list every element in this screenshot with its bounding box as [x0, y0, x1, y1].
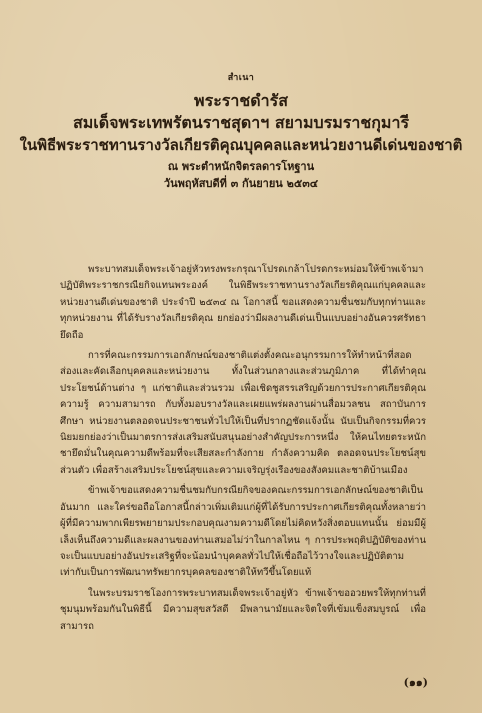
paragraph-3: ข้าพเจ้าขอแสดงความชื่นชมกับกรณียกิจของคณะกรรมการเอกลักษณ์ของชาติเป็นอันมาก และใคร่ขอถือโอกาสนี้กล่าวเพิ่มเติมแก่ผู้ที่ได้รับการประกาศเกียรติคุณทั้งหลายว่า ผู้ที่มีความพากเพียรพยายามประกอบคุณงามความดีโดยไม่คิดหวังสิ่งตอบแทนนั้น ย่อมมีผู้เล็งเห็นถึงความดีและผลงานของท่านเสมอไม่ว่าในกาลไหน ๆ การประพฤติปฏิบัติของท่านจะเป็นแบบอย่างอันประเสริฐที่จะน้อมนำบุคคลทั่วไปให้เชื่อถือไว้วางใจและปฏิบัติตามเท่ากับเป็นการพัฒนาทรัพยากรบุคคลของชาติให้ทวีขึ้นโดยแท้: [60, 485, 426, 579]
paragraph-4: ในพระบรมราชโองการพระบาทสมเด็จพระเจ้าอยู่หัว ข้าพเจ้าขออวยพรให้ทุกท่านที่ชุมนุมพร้อมกันในพิธีนี้ มีความสุขสวัสดี มีพลานามัยและจิตใจที่เข้มแข็งสมบูรณ์ เพื่อสามารถ: [60, 587, 426, 632]
title-line-1: พระราชดำรัส: [194, 91, 288, 110]
date-line: วันพฤหัสบดีที่ ๓ กันยายน ๒๕๓๔: [163, 177, 319, 190]
paragraph-2: การที่คณะกรรมการเอกลักษณ์ของชาติแต่งตั้งคณะอนุกรรมการให้ทำหน้าที่สอดส่องและคัดเลือกบุคคลและหน่วยงาน ทั้งในส่วนกลางและส่วนภูมิภาค ที่ได้ทำคุณประโยชน์ด้านต่าง ๆ แก่ชาติและส่วนรวม เพื่อเชิดชูสรรเสริญด้วยการประกาศเกียรติคุณ ความรู้ ความสามารถ กับทั้งมอบรางวัลและเผยแพร่ผลงานผ่านสื่อมวลชน สถาบันการศึกษา หน่วยงานตลอดจนประชาชนทั่วไปให้เป็นที่ปรากฏชัดแจ้งนั้น นับเป็นกิจกรรมที่ควรนิยมยกย่องว่าเป็นมาตรการส่งเสริมสนับสนุนอย่างสำคัญประการหนึ่ง ให้คนไทยตระหนักชายึดมั่นในคุณความดีพร้อมที่จะเสียสละกำลังกาย กำลังความคิด ตลอดจนประโยชน์สุขส่วนตัว เพื่อสร้างเสริมประโยชน์สุขและความเจริญรุ่งเรืองของสังคมและชาติบ้านเมือง: [60, 350, 426, 476]
title-line-3: ในพิธีพระราชทานรางวัลเกียรติคุณบุคคลและหน่วยงานดีเด่นของชาติ: [19, 136, 463, 154]
document-header: [0, 70, 482, 192]
title-line-2: สมเด็จพระเทพรัตนราชสุดาฯ สยามบรมราชกุมารี: [72, 113, 410, 132]
page-number: (๑๑): [403, 676, 428, 689]
speech-body: [60, 262, 426, 639]
paragraph-1: พระบาทสมเด็จพระเจ้าอยู่หัวทรงพระกรุณาโปรดเกล้าโปรดกระหม่อมให้ข้าพเจ้ามาปฏิบัติพระราชกรณียกิจแทนพระองค์ ในพิธีพระราชทานรางวัลเกียรติคุณแก่บุคคลและหน่วยงานดีเด่นของชาติ ประจำปี ๒๕๓๔ ณ โอกาสนี้ ขอแสดงความชื่นชมกับทุกท่านและทุกหน่วยงาน ที่ได้รับรางวัลเกียรติคุณ ยกย่องว่ามีผลงานดีเด่นเป็นแบบอย่างอันควรศรัทธายึดถือ: [60, 264, 426, 341]
copy-label: สำเนา: [227, 73, 255, 83]
venue-line: ณ พระตำหนักจิตรลดารโหฐาน: [167, 160, 315, 173]
